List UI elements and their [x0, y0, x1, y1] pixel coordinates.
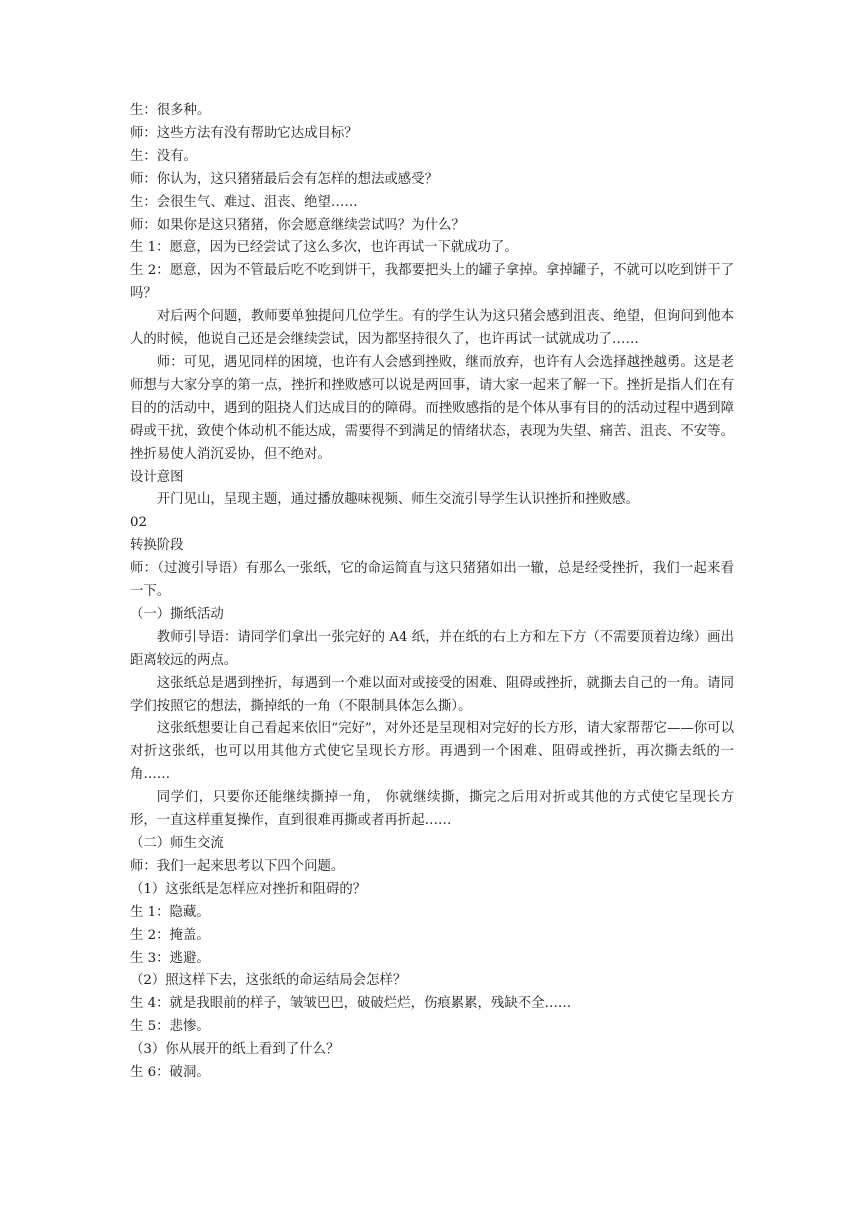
dialogue-line: 生：会很生气、难过、沮丧、绝望……	[130, 194, 358, 210]
dialogue-line: 生 2：掩盖。	[130, 927, 210, 943]
dialogue-line: 生 3：逃避。	[130, 950, 210, 966]
body-paragraph: 对后两个问题，教师要单独提问几位学生。有的学生认为这只猪会感到沮丧、绝望，但询问到他本人的时候，他说自己还是会继续尝试，因为都坚持很久了，也许再试一试就成功了……	[130, 309, 734, 348]
dialogue-line: 生 1：愿意，因为已经尝试了这么多次，也许再试一下就成功了。	[130, 240, 518, 256]
question-line: （3）你从展开的纸上看到了什么？	[130, 1042, 340, 1058]
body-paragraph: 教师引导语：请同学们拿出一张完好的 A4 纸，并在纸的右上方和左下方（不需要顶着边缘）画出距离较远的两点。	[130, 629, 734, 668]
subsection-heading: （一）撕纸活动	[130, 606, 224, 622]
dialogue-line: 生 5：悲惨。	[130, 1019, 210, 1035]
subsection-heading: （二）师生交流	[130, 836, 224, 851]
dialogue-line: 生 1：隐藏。	[130, 904, 210, 920]
section-number: 02	[130, 515, 148, 531]
question-line: （1）这张纸是怎样应对挫折和阻碍的？	[130, 881, 367, 897]
dialogue-line: 师：我们一起来思考以下四个问题。	[130, 858, 345, 874]
body-paragraph: 开门见山，呈现主题，通过播放趣味视频、师生交流引导学生认识挫折和挫败感。	[156, 492, 639, 508]
dialogue-line: 生 6：破洞。	[130, 1065, 210, 1081]
body-paragraph: 这张纸想要让自己看起来依旧“完好”，对外还是呈现相对完好的长方形，请大家帮帮它——你可以对折这张纸，也可以用其他方式使它呈现长方形。再遇到一个困难、阻碍或挫折，再次撕去纸的一角……	[130, 721, 734, 783]
dialogue-line: 师：你认为，这只猪猪最后会有怎样的想法或感受？	[130, 171, 438, 187]
body-paragraph: 师：可见，遇见同样的困境，也许有人会感到挫败，继而放弃，也许有人会选择越挫越勇。这是老师想与大家分享的第一点，挫折和挫败感可以说是两回事，请大家一起来了解一下。挫折是指人们在有目的的活动中，遇到的阻挠人们达成目的的障碍。而挫败感指的是个体从事有目的的活动过程中遇到障碍或干扰，致使个体动机不能达成，需要得不到满足的情绪状态，表现为失望、痛苦、沮丧、不安等。挫折易使人消沉妥协，但不绝对。	[130, 354, 734, 462]
dialogue-line: 生：没有。	[130, 148, 197, 164]
section-heading: 转换阶段	[130, 538, 184, 554]
document-page	[130, 100, 734, 1085]
dialogue-line: 师：这些方法有没有帮助它达成目标？	[130, 125, 358, 141]
question-line: （2）照这样下去，这张纸的命运结局会怎样？	[130, 973, 407, 989]
body-paragraph: 同学们，只要你还能继续撕掉一角， 你就继续撕，撕完之后用对折或其他的方式使它呈现长方形，一直这样重复操作，直到很难再撕或者再折起……	[130, 790, 734, 829]
dialogue-line: 师：如果你是这只猪猪，你会愿意继续尝试吗？为什么？	[130, 217, 465, 233]
dialogue-paragraph: 师：（过渡引导语）有那么一张纸，它的命运简直与这只猪猪如出一辙，总是经受挫折，我们一起来看一下。	[130, 561, 734, 600]
dialogue-line: 生 4：就是我眼前的样子，皱皱巴巴，破破烂烂，伤痕累累，残缺不全……	[130, 996, 572, 1012]
body-paragraph: 这张纸总是遇到挫折，每遇到一个难以面对或接受的困难、阻碍或挫折，就撕去自己的一角。请同学们按照它的想法，撕掉纸的一角（不限制具体怎么撕）。	[130, 675, 734, 714]
dialogue-paragraph: 生 2：愿意，因为不管最后吃不吃到饼干，我都要把头上的罐子拿掉。拿掉罐子，不就可以吃到饼干了吗？	[130, 263, 734, 302]
section-heading: 设计意图	[130, 469, 184, 485]
dialogue-line: 生：很多种。	[130, 103, 211, 118]
